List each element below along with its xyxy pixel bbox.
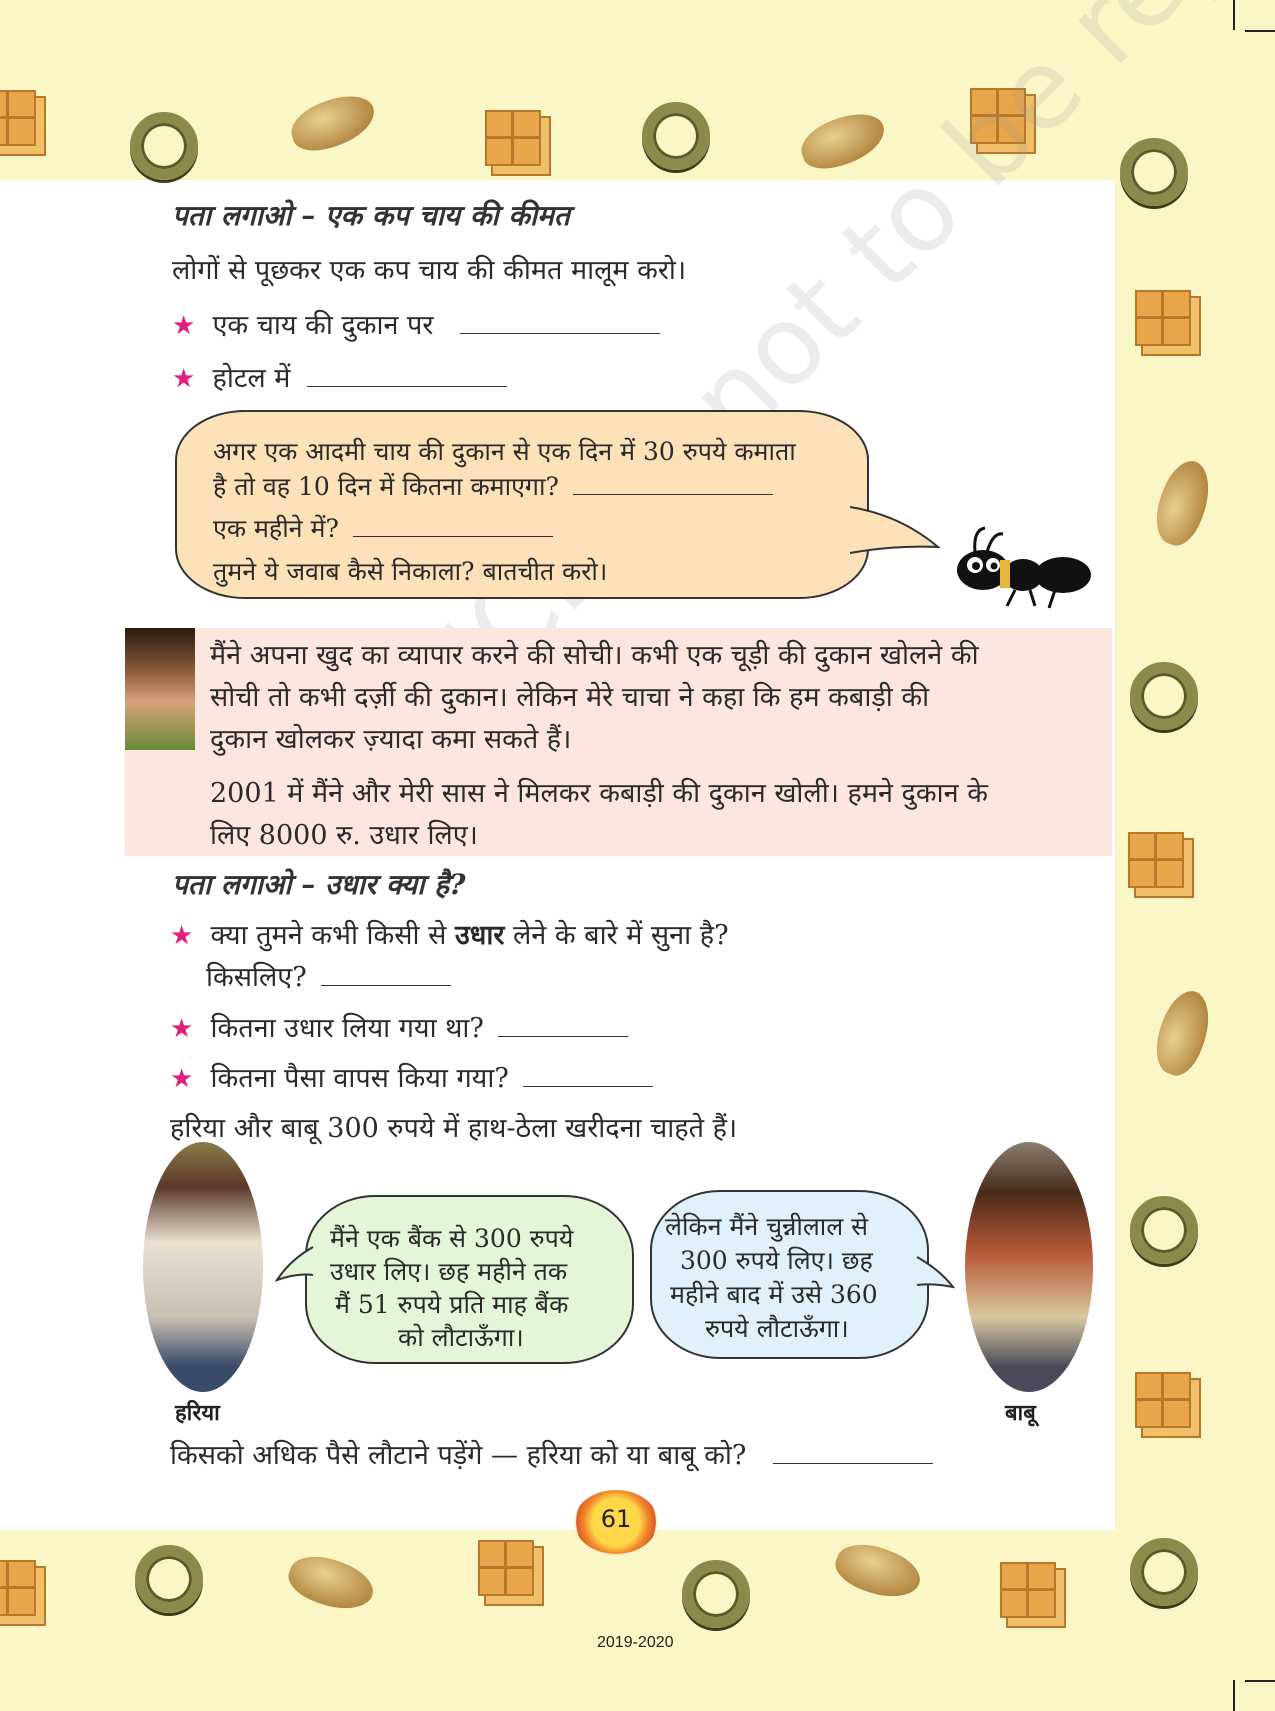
answer-blank[interactable] <box>321 965 451 986</box>
answer-blank[interactable] <box>460 313 660 334</box>
star-bullet-icon: ★ <box>170 1064 194 1094</box>
bubble-babu-line1: लेकिन मैंने चुन्नीलाल से <box>665 1212 869 1241</box>
box-decoration-icon <box>1128 832 1184 888</box>
ring-decoration-icon <box>130 112 198 180</box>
crop-mark <box>1245 30 1275 32</box>
hariya-photo <box>143 1142 263 1392</box>
bubble-tea-line2 <box>213 470 773 503</box>
answer-blank[interactable] <box>573 474 773 495</box>
year-footer: 2019-2020 <box>597 1634 674 1651</box>
star-bullet-icon: ★ <box>172 364 196 394</box>
story-line: दुकान खोलकर ज़्यादा कमा सकते हैं। <box>210 724 572 755</box>
bubble-babu-line2: 300 रुपये लिए। छह <box>680 1246 873 1275</box>
answer-blank[interactable] <box>498 1016 628 1037</box>
ring-decoration-icon <box>1130 1538 1198 1606</box>
ring-decoration-icon <box>135 1545 203 1613</box>
box-decoration-icon <box>1135 1372 1191 1428</box>
box-decoration-icon <box>478 1540 534 1596</box>
woman-photo <box>125 628 195 750</box>
watermark: not to be <box>664 23 1108 466</box>
bubble-tea-line4: तुमने ये जवाब कैसे निकाला? बातचीत करो। <box>213 557 608 586</box>
story-line: मैंने अपना खुद का व्यापार करने की सोची। कभी एक चूड़ी की दुकान खोलने की <box>210 640 979 671</box>
question-text: कितना पैसा वापस किया गया? <box>210 1063 509 1094</box>
section-heading-tea-price: पता लगाओ – एक कप चाय की कीमत <box>172 199 570 232</box>
bubble-tea-line1: अगर एक आदमी चाय की दुकान से एक दिन में 30 रुपये कमाता <box>213 437 796 466</box>
ring-decoration-icon <box>1130 662 1198 730</box>
box-decoration-icon <box>1000 1562 1056 1618</box>
label-hariya: हरिया <box>175 1400 220 1426</box>
list-item-hotel <box>172 358 507 395</box>
ring-decoration-icon <box>682 1560 750 1628</box>
box-decoration-icon <box>0 1560 36 1616</box>
list-item-label: होटल में <box>212 363 291 394</box>
ant-illustration-icon <box>945 520 1095 610</box>
list-item-label: एक चाय की दुकान पर <box>212 310 434 341</box>
question-text: किसलिए? <box>206 962 307 993</box>
final-question <box>170 1435 933 1472</box>
question-how-much-borrowed <box>170 1008 628 1045</box>
box-decoration-icon <box>485 110 541 166</box>
ring-decoration-icon <box>642 102 710 170</box>
question-why <box>206 957 451 994</box>
cart-intro: हरिया और बाबू 300 रुपये में हाथ-ठेला खरीदना चाहते हैं। <box>170 1113 738 1144</box>
speech-bubble-tail <box>915 1255 955 1295</box>
section-heading-loan: पता लगाओ – उधार क्या है? <box>172 868 466 901</box>
story-line: सोची तो कभी दर्ज़ी की दुकान। लेकिन मेरे चाचा ने कहा कि हम कबाड़ी की <box>210 682 930 713</box>
bubble-hariya-line2: उधार लिए। छह महीने तक <box>330 1257 568 1286</box>
question-heard-loan <box>170 915 729 952</box>
bubble-tea-line3 <box>213 512 553 545</box>
story-line: लिए 8000 रु. उधार लिए। <box>210 820 478 851</box>
tea-price-intro: लोगों से पूछकर एक कप चाय की कीमत मालूम करो। <box>172 255 687 286</box>
bubble-babu-line4: रुपये लौटाऊँगा। <box>705 1314 849 1343</box>
question-bold-term: उधार <box>454 920 505 951</box>
star-bullet-icon: ★ <box>170 1014 194 1044</box>
babu-photo <box>965 1142 1093 1392</box>
question-text: लेने के बारे में सुना है? <box>504 920 729 951</box>
bubble-hariya-line3: मैं 51 रुपये प्रति माह बैंक <box>335 1290 569 1319</box>
page-number: 61 <box>600 1505 632 1533</box>
bubble-hariya-line1: मैंने एक बैंक से 300 रुपये <box>330 1224 574 1253</box>
ring-decoration-icon <box>1130 1196 1198 1264</box>
box-decoration-icon <box>0 90 36 146</box>
bubble-babu-line3: महीने बाद में उसे 360 <box>670 1280 878 1309</box>
answer-blank[interactable] <box>353 516 553 537</box>
bubble-text: है तो वह 10 दिन में कितना कमाएगा? <box>213 472 559 501</box>
crop-mark <box>1245 1680 1275 1682</box>
ring-decoration-icon <box>1120 138 1188 206</box>
question-text: क्या तुमने कभी किसी से <box>210 920 455 951</box>
speech-bubble-tail <box>275 1245 315 1285</box>
answer-blank[interactable] <box>307 366 507 387</box>
speech-bubble-tail <box>850 505 950 565</box>
box-decoration-icon <box>1135 290 1191 346</box>
bubble-hariya-line4: को लौटाऊँगा। <box>398 1323 524 1352</box>
question-text: किसको अधिक पैसे लौटाने पड़ेंगे — हरिया को या बाबू को? <box>170 1440 747 1471</box>
star-bullet-icon: ★ <box>172 311 196 341</box>
question-how-much-returned <box>170 1058 653 1095</box>
answer-blank[interactable] <box>523 1066 653 1087</box>
label-babu: बाबू <box>1005 1400 1036 1426</box>
star-bullet-icon: ★ <box>170 921 194 951</box>
answer-blank[interactable] <box>773 1443 933 1464</box>
list-item-tea-shop <box>172 305 660 342</box>
crop-mark <box>1233 1680 1235 1711</box>
bubble-text: एक महीने में? <box>213 514 339 543</box>
question-text: कितना उधार लिया गया था? <box>210 1013 484 1044</box>
crop-mark <box>1233 0 1235 30</box>
story-line: 2001 में मैंने और मेरी सास ने मिलकर कबाड़ी की दुकान खोली। हमने दुकान के <box>210 778 988 809</box>
